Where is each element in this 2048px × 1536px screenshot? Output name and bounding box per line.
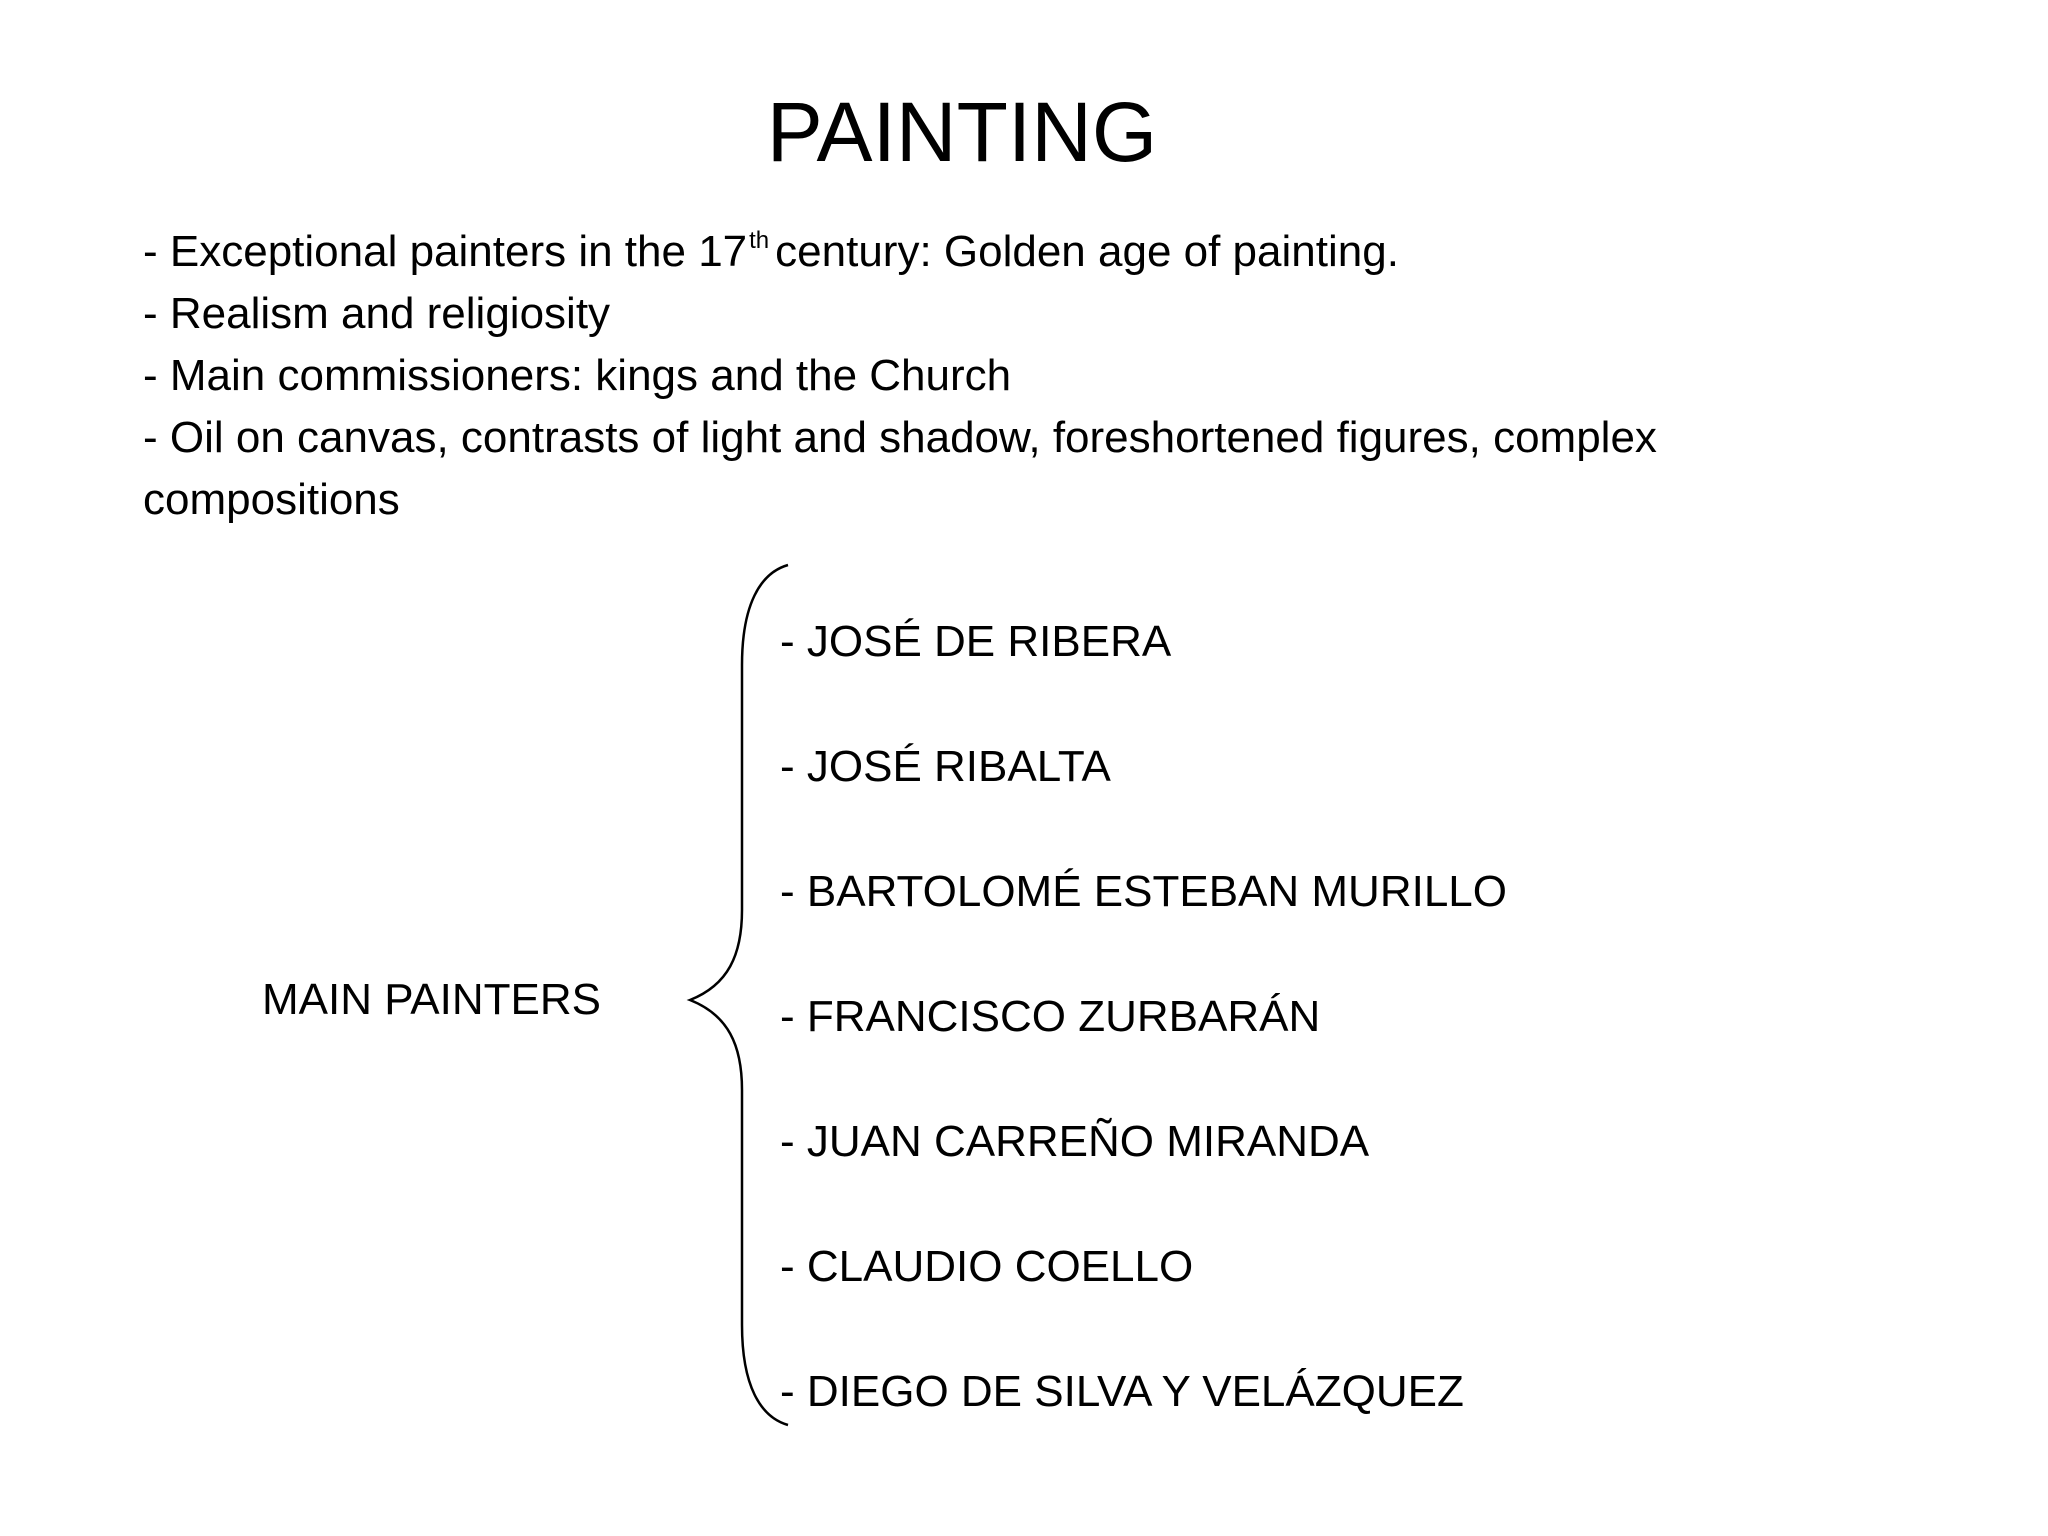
painter-item: - JOSÉ DE RIBERA — [780, 617, 1172, 666]
bullet-item: - Realism and religiosity — [143, 289, 611, 338]
slide-title: PAINTING — [766, 85, 1158, 179]
bullet-item-continuation: compositions — [143, 475, 400, 524]
bullet-text: century: Golden age of painting. — [775, 227, 1399, 276]
bullet-item: - Oil on canvas, contrasts of light and shadow, foreshortened figures, complex — [143, 413, 1657, 462]
painter-item: - BARTOLOMÉ ESTEBAN MURILLO — [780, 867, 1507, 916]
bullet-item: - Main commissioners: kings and the Church — [143, 351, 1012, 400]
ordinal-suffix: th — [749, 227, 770, 254]
painter-item: - JUAN CARREÑO MIRANDA — [780, 1117, 1370, 1166]
painter-item: - DIEGO DE SILVA Y VELÁZQUEZ — [780, 1367, 1464, 1416]
group-label: MAIN PAINTERS — [262, 975, 602, 1024]
painter-item: - JOSÉ RIBALTA — [780, 742, 1111, 791]
painter-list — [780, 614, 1507, 1489]
bullet-item — [143, 221, 1843, 283]
painter-item: - CLAUDIO COELLO — [780, 1242, 1194, 1291]
bullet-list — [143, 221, 1843, 531]
bullet-text: - Exceptional painters in the 17 — [143, 227, 748, 276]
painter-item: - FRANCISCO ZURBARÁN — [780, 992, 1321, 1041]
